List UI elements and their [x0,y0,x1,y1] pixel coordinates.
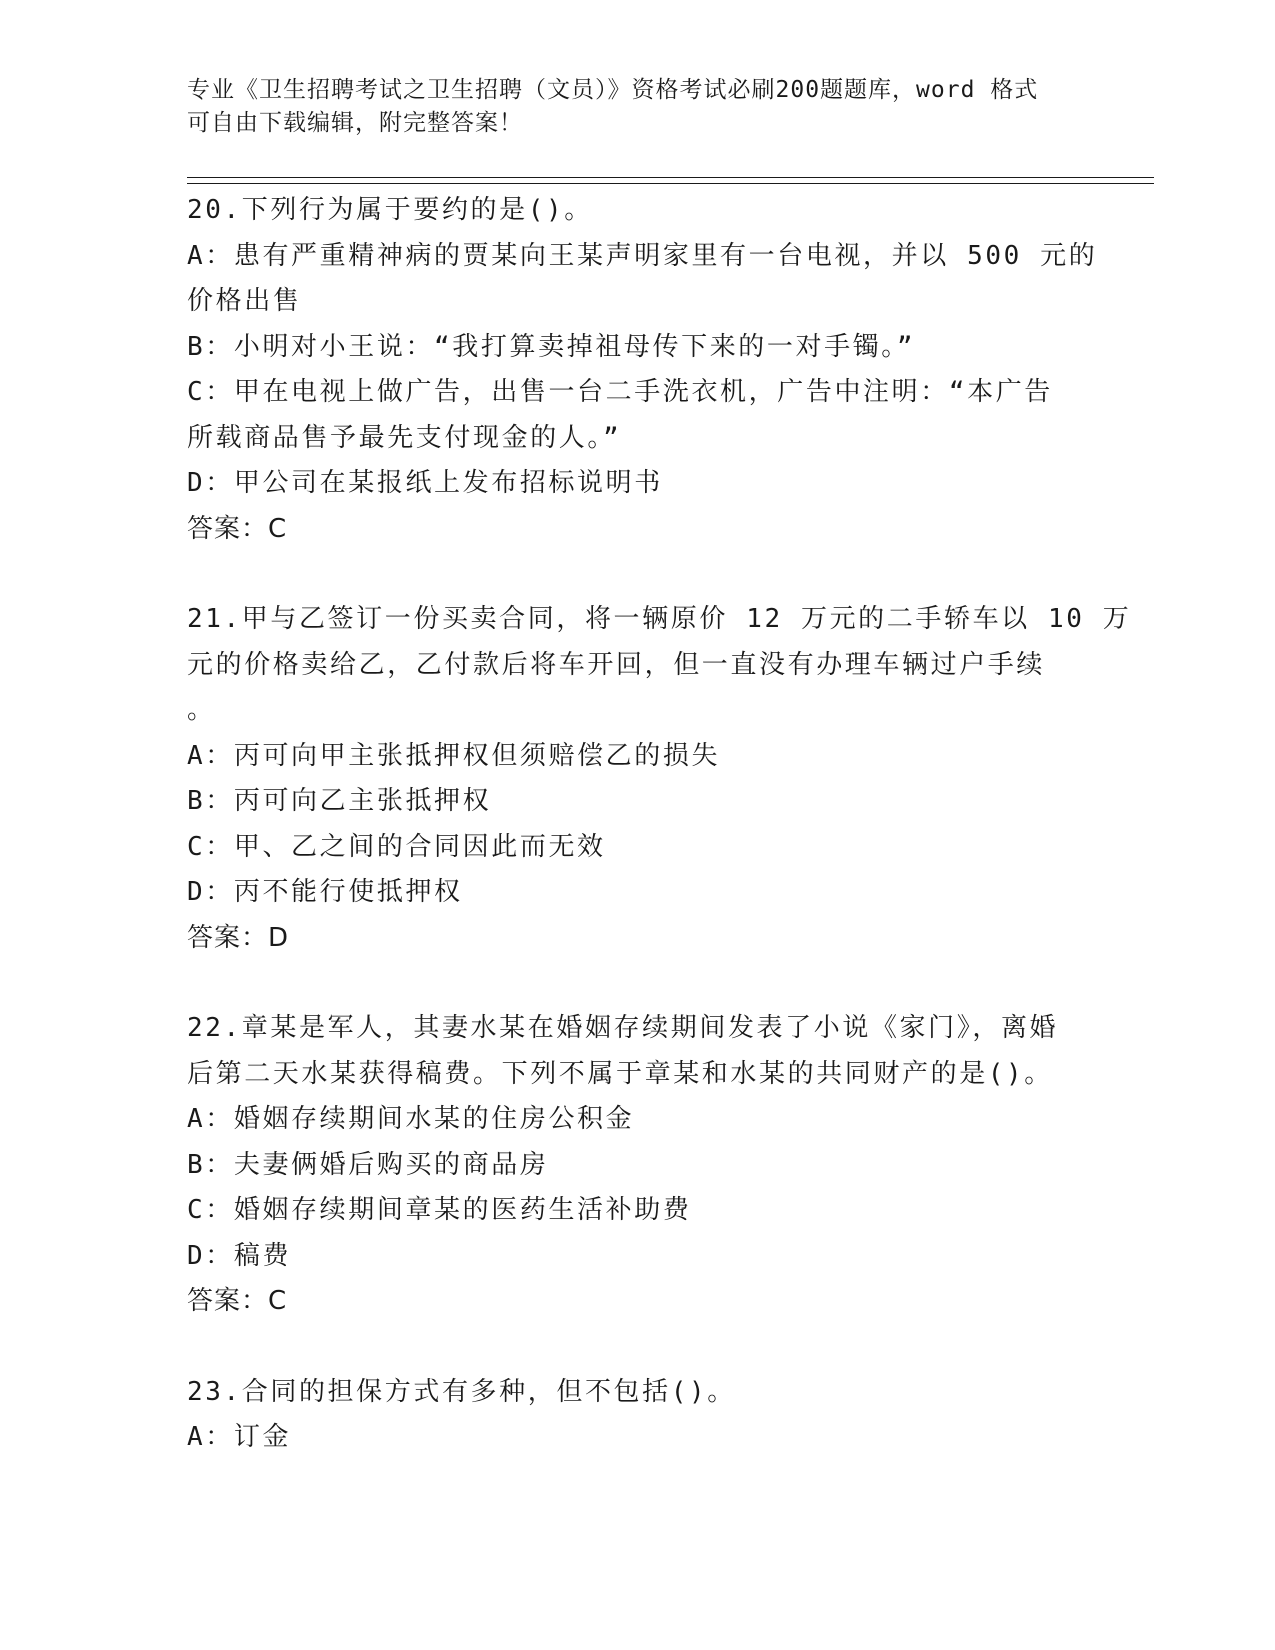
option-d: D：丙不能行使抵押权 [187,877,463,907]
option-d: D：稿费 [187,1240,292,1271]
option-b: B：小明对小王说：“我打算卖掉祖母传下来的一对手镯。” [187,331,916,362]
question-23 [187,1370,1087,1461]
option-c-continued: 所载商品售予最先支付现金的人。” [187,422,622,453]
question-stem: 22.章某是军人，其妻水某在婚姻存续期间发表了小说《家门》，离婚 [187,1013,1059,1043]
option-b: B：丙可向乙主张抵押权 [187,786,492,816]
question-stem: 21.甲与乙签订一份买卖合同，将一辆原价 12 万元的二手轿车以 10 万 [187,604,1132,634]
question-spacer [187,552,1087,597]
option-c: C：婚姻存续期间章某的医药生活补助费 [187,1195,692,1225]
option-b: B：夫妻俩婚后购买的商品房 [187,1149,549,1180]
question-stem-continued: 元的价格卖给乙，乙付款后将车开回，但一直没有办理车辆过户手续 [187,649,1046,680]
question-stem-continued: 后第二天水某获得稿费。下列不属于章某和水某的共同财产的是()。 [187,1058,1053,1089]
header-line-1: 专业《卫生招聘考试之卫生招聘（文员）》资格考试必刷200题题库，word 格式 [187,77,1039,103]
header-line-2: 可自由下载编辑，附完整答案！ [187,110,523,136]
question-stem: 23.合同的担保方式有多种，但不包括()。 [187,1376,736,1407]
question-spacer [187,961,1087,1006]
question-22 [187,1006,1087,1325]
option-a: A：丙可向甲主张抵押权但须赔偿乙的损失 [187,740,721,771]
question-21 [187,597,1132,961]
option-a: A：婚姻存续期间水某的住房公积金 [187,1104,635,1134]
answer-label: 答案：C [187,1286,288,1316]
question-spacer [187,1325,1087,1370]
option-a: A：患有严重精神病的贾某向王某声明家里有一台电视，并以 500 元的 [187,240,1098,271]
header-divider-bottom [187,183,1154,184]
answer-label: 答案：D [187,922,290,953]
question-stem: 20.下列行为属于要约的是()。 [187,195,593,225]
option-c: C：甲、乙之间的合同因此而无效 [187,831,606,862]
question-list [187,188,1132,1461]
header-divider-top [187,177,1154,178]
question-stem-continued: 。 [187,695,216,725]
answer-label: 答案：C [187,513,288,544]
option-a: A：订金 [187,1422,292,1452]
question-20 [187,188,1098,552]
option-d: D：甲公司在某报纸上发布招标说明书 [187,468,663,498]
option-c: C：甲在电视上做广告，出售一台二手洗衣机，广告中注明：“本广告 [187,377,1053,407]
option-a-continued: 价格出售 [187,286,302,316]
document-header [187,74,1067,140]
